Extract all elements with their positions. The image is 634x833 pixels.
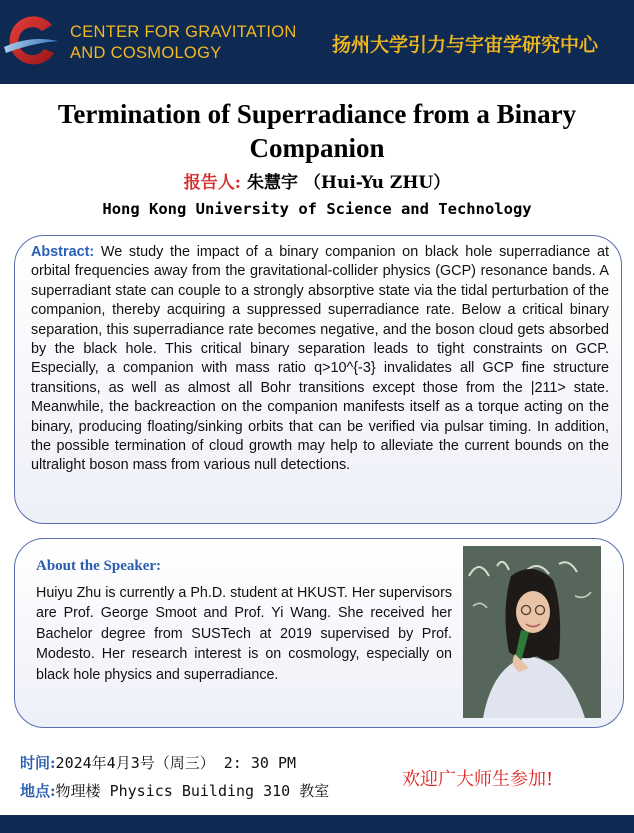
abstract-paragraph <box>31 243 609 476</box>
event-time <box>20 752 296 773</box>
time-label: 时间: <box>20 754 56 772</box>
place-label: 地点: <box>20 782 56 800</box>
about-speaker-text: Huiyu Zhu is currently a Ph.D. student at HKUST. Her supervisors are Prof. George Smoot and Prof. Yi Wang. She received her Bachelor degree from SUSTech at 2019 supervised by Prof. Modesto. Her research interest is on cosmology, especially on black hole physics and superradiance. <box>36 585 452 683</box>
abstract-label: Abstract: <box>31 244 95 260</box>
header-banner <box>0 0 634 84</box>
place-value: 物理楼 Physics Building 310 教室 <box>55 782 330 800</box>
center-name-zh: 扬州大学引力与宇宙学研究中心 <box>332 34 599 56</box>
speaker-photo-image <box>463 546 601 718</box>
event-place <box>20 780 329 801</box>
speaker-label: 报告人: <box>183 173 242 193</box>
center-name-en <box>70 22 330 64</box>
speaker-photo <box>463 546 601 718</box>
center-name-en-line2: AND COSMOLOGY <box>70 44 222 62</box>
welcome-message: 欢迎广大师生参加! <box>402 769 554 790</box>
abstract-panel <box>14 235 622 524</box>
about-speaker-panel <box>14 538 624 728</box>
time-value: 2024年4月3号（周三） 2: 30 PM <box>55 754 297 772</box>
footer-bar <box>0 815 634 833</box>
speaker-name: 朱慧宇 （Hui-Yu ZHU） <box>246 173 451 193</box>
about-speaker-title: About the Speaker: <box>36 558 162 574</box>
abstract-text: We study the impact of a binary companion on black hole superradiance at orbital frequencies away from the gravitational-collider physics (GCP) resonance bands. A superradiant state can couple to a strongly absorptive state via the tidal perturbation of the companion, thereby acquiring a suppressed superradiance rate. Below a critical binary separation, this superradiance rate becomes negative, and the boson cloud gets absorbed by the black hole. This critical binary separation leads to tight constraints on GCP. Especially, a companion with mass ratio q>10^{-3} invalidates all GCP fine structure transitions, as well as almost all Bohr transitions except those from the |211> state. Meanwhile, the backreaction on the companion manifests itself as a torque acting on the binary, producing floating/sinking orbits that can be verified via pulsar timing. In addition, the possible termination of cloud growth may help to alleviate the current bounds on the ultralight boson mass from various null detections. <box>31 244 609 474</box>
center-name-en-line1: CENTER FOR GRAVITATION <box>70 23 297 41</box>
talk-title: Termination of Superradiance from a Binary Companion <box>57 99 577 163</box>
speaker-line <box>0 168 634 193</box>
speaker-affiliation: Hong Kong University of Science and Technology <box>102 200 532 218</box>
center-logo-icon <box>2 13 60 71</box>
